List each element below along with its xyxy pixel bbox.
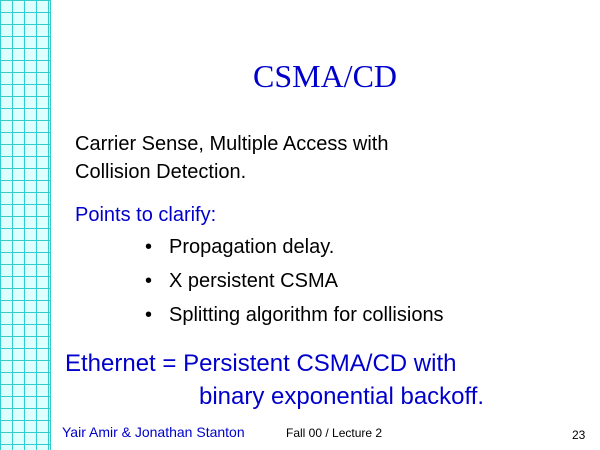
list-item [145, 267, 444, 301]
bullet-icon: • [145, 236, 153, 258]
footer-course: Fall 00 / Lecture 2 [286, 426, 383, 440]
points-heading: Points to clarify: [75, 204, 217, 226]
page-number: 23 [572, 428, 586, 442]
intro-line-1: Carrier Sense, Multiple Access with [75, 133, 389, 155]
bullet-text: X persistent CSMA [169, 270, 338, 292]
bullet-text: Splitting algorithm for collisions [169, 304, 444, 326]
list-item [145, 301, 444, 335]
bullet-icon: • [145, 304, 153, 326]
bullet-text: Propagation delay. [169, 236, 335, 258]
ethernet-line-1: Ethernet = Persistent CSMA/CD with [65, 350, 457, 377]
footer-authors: Yair Amir & Jonathan Stanton [62, 424, 245, 440]
intro-text [75, 130, 575, 186]
list-item [145, 233, 444, 267]
slide-title: CSMA/CD [252, 58, 398, 94]
bullet-list [145, 233, 444, 335]
ethernet-statement [65, 347, 484, 413]
bullet-icon: • [145, 270, 153, 292]
ethernet-line-2: binary exponential backoff. [199, 383, 485, 410]
intro-line-2: Collision Detection. [75, 161, 247, 183]
